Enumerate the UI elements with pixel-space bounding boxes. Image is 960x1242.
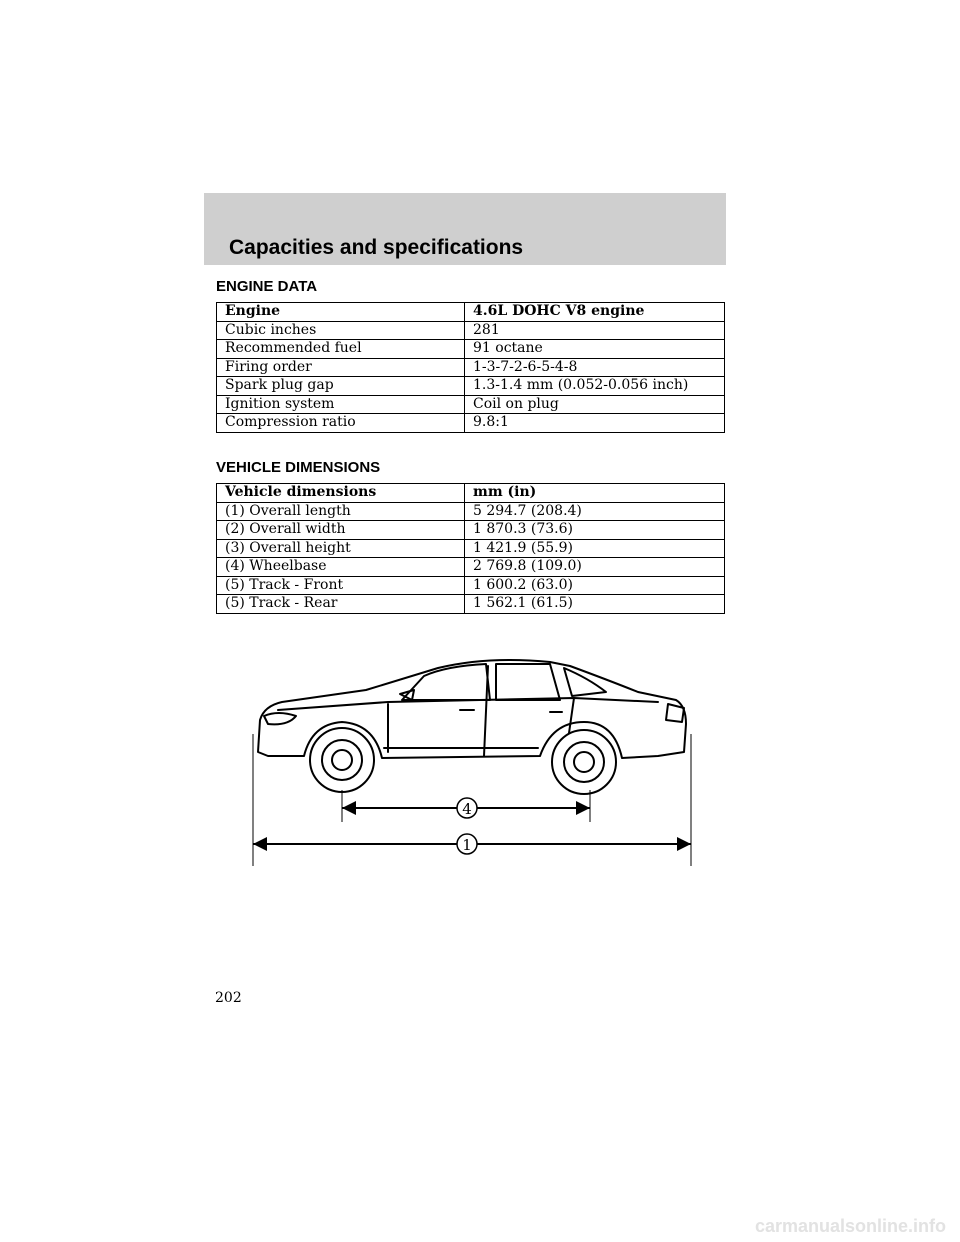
- rear-wheel-hub: [574, 752, 594, 772]
- engine-data-heading: ENGINE DATA: [216, 278, 318, 295]
- car-door-seam-middle: [484, 666, 488, 756]
- table-cell: Spark plug gap: [217, 377, 465, 396]
- car-beltline: [278, 698, 658, 710]
- table-header-row: [217, 303, 725, 322]
- table-row: [217, 395, 725, 414]
- table-row: [217, 539, 725, 558]
- wheelbase-arrowhead-left: [342, 801, 356, 815]
- table-cell: 1 421.9 (55.9): [465, 539, 725, 558]
- table-row: [217, 502, 725, 521]
- table-header-row: [217, 484, 725, 503]
- length-arrowhead-left: [253, 837, 267, 851]
- table-row: [217, 321, 725, 340]
- table-cell: 1 562.1 (61.5): [465, 595, 725, 614]
- wheelbase-label: 4: [462, 800, 472, 818]
- page-title: Capacities and specifications: [229, 236, 524, 259]
- table-row: [217, 595, 725, 614]
- table-cell: (2) Overall width: [217, 521, 465, 540]
- table-cell: Firing order: [217, 358, 465, 377]
- table-row: [217, 558, 725, 577]
- vehicle-dimensions-table: [216, 483, 725, 614]
- table-cell: Recommended fuel: [217, 340, 465, 359]
- wheelbase-arrowhead-right: [576, 801, 590, 815]
- table-cell: 91 octane: [465, 340, 725, 359]
- table-row: [217, 576, 725, 595]
- table-cell: (3) Overall height: [217, 539, 465, 558]
- table-cell: (5) Track - Front: [217, 576, 465, 595]
- table-cell: 5 294.7 (208.4): [465, 502, 725, 521]
- table-cell: 2 769.8 (109.0): [465, 558, 725, 577]
- table-cell: (1) Overall length: [217, 502, 465, 521]
- table-row: [217, 521, 725, 540]
- page-number: 202: [215, 990, 242, 1006]
- table-cell: Ignition system: [217, 395, 465, 414]
- table-header-cell: Vehicle dimensions: [217, 484, 465, 503]
- table-header-cell: mm (in): [465, 484, 725, 503]
- car-taillight: [666, 704, 684, 722]
- table-row: [217, 377, 725, 396]
- table-cell: 1 870.3 (73.6): [465, 521, 725, 540]
- table-cell: 9.8:1: [465, 414, 725, 433]
- car-window-rear: [496, 664, 560, 700]
- car-headlight: [264, 713, 296, 724]
- front-wheel-hub: [332, 750, 352, 770]
- car-window-front: [402, 664, 490, 700]
- length-arrowhead-right: [677, 837, 691, 851]
- table-cell: Compression ratio: [217, 414, 465, 433]
- table-cell: Cubic inches: [217, 321, 465, 340]
- length-label: 1: [462, 836, 472, 854]
- watermark: carmanualsonline.info: [754, 1216, 946, 1236]
- table-cell: 1.3-1.4 mm (0.052-0.056 inch): [465, 377, 725, 396]
- table-cell: (4) Wheelbase: [217, 558, 465, 577]
- table-cell: (5) Track - Rear: [217, 595, 465, 614]
- table-row: [217, 414, 725, 433]
- table-cell: 1-3-7-2-6-5-4-8: [465, 358, 725, 377]
- vehicle-side-view-diagram: [238, 640, 708, 872]
- table-cell: 281: [465, 321, 725, 340]
- vehicle-dimensions-heading: VEHICLE DIMENSIONS: [216, 459, 381, 476]
- table-header-cell: Engine: [217, 303, 465, 322]
- engine-data-table: [216, 302, 725, 433]
- table-row: [217, 358, 725, 377]
- table-header-cell: 4.6L DOHC V8 engine: [465, 303, 725, 322]
- table-row: [217, 340, 725, 359]
- table-cell: Coil on plug: [465, 395, 725, 414]
- table-cell: 1 600.2 (63.0): [465, 576, 725, 595]
